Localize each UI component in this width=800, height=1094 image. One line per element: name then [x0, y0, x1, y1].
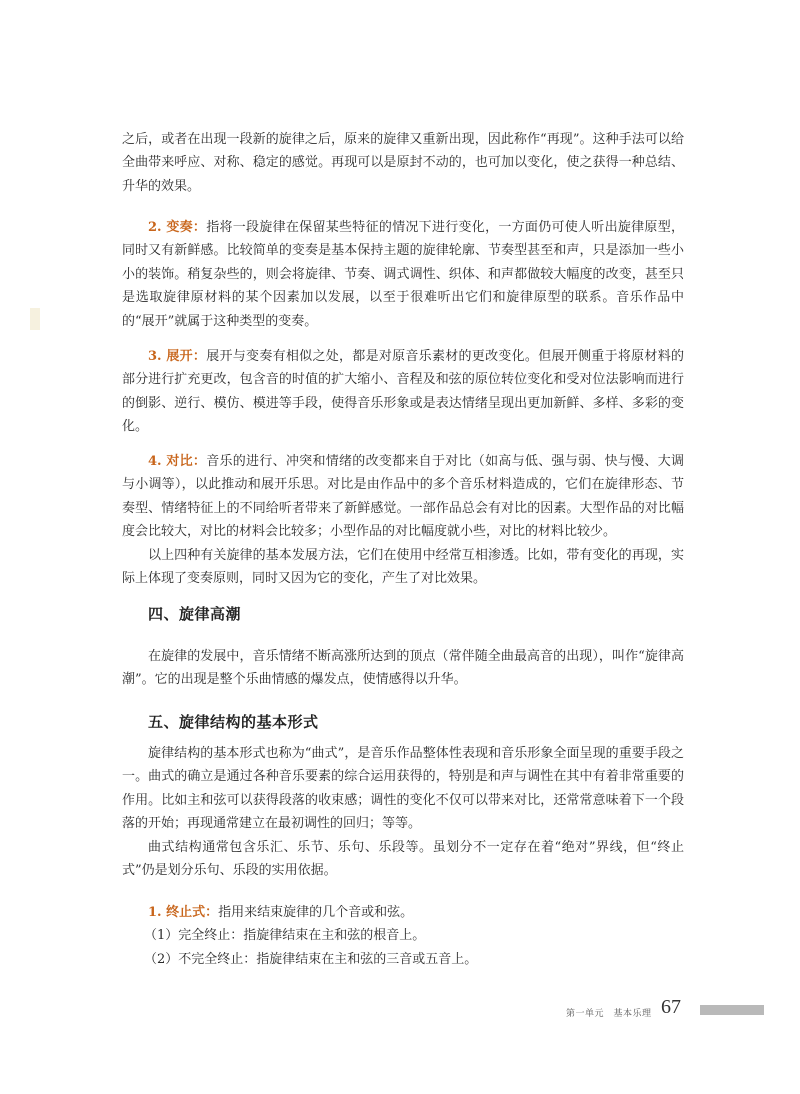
- climax-paragraph: 在旋律的发展中，音乐情绪不断高涨所达到的顶点（常伴随全曲最高音的出现），叫作“旋律高潮”。它的出现是整个乐曲情感的爆发点，使情感得以升华。: [122, 649, 684, 688]
- cadence-block: [122, 901, 684, 971]
- variation-paragraph: [122, 216, 684, 333]
- contrast-text: 音乐的进行、冲突和情绪的改变都来自于对比（如高与低、强与弱、快与慢、大调与小调等），以此推动和展开乐思。对比是由作品中的多个音乐材料造成的，它们在旋律形态、节奏型、情绪特征上的不同给听者带来了新鲜感觉。一部作品总会有对比的因素。大型作品的对比幅度会比较大，对比的材料会比较多；小型作品的对比幅度就小些，对比的材料比较少。: [122, 454, 684, 540]
- development-paragraph-block: [122, 345, 684, 439]
- combined-methods-paragraph: 以上四种有关旋律的基本发展方法，它们在使用中经常互相渗透。比如，带有变化的再现，实际上体现了变奏原则，同时又因为它的变化，产生了对比效果。: [122, 547, 684, 587]
- form-paragraph-block: [122, 742, 684, 882]
- variation-paragraph-block: [122, 216, 684, 333]
- variation-term: 2. 变奏：: [148, 220, 207, 235]
- reprise-paragraph: 之后，或者在出现一段新的旋律之后，原来的旋律又重新出现，因此称作“再现”。这种手法可以给全曲带来呼应、对称、稳定的感觉。再现可以是原封不动的，也可加以变化，使之获得一种总结、升华的效果。: [122, 132, 684, 194]
- development-term: 3. 展开：: [148, 349, 207, 364]
- page-number: 67: [661, 996, 681, 1018]
- contrast-paragraph: [122, 450, 684, 544]
- development-paragraph: [122, 345, 684, 439]
- cadence-definition: [122, 901, 684, 924]
- footer-bar: [700, 1005, 764, 1015]
- margin-marker: [30, 308, 40, 330]
- cadence-text: 指用来结束旋律的几个音或和弦。: [218, 905, 414, 920]
- development-text: 展开与变奏有相似之处，都是对原音乐素材的更改变化。但展开侧重于将原材料的部分进行扩充更改，包含音的时值的扩大缩小、音程及和弦的原位转位变化和受对位法影响而进行的倒影、逆行、模仿、模进等手段，使得音乐形象或是表达情绪呈现出更加新鲜、多样、多彩的变化。: [122, 349, 684, 435]
- cadence-term: 1. 终止式：: [148, 905, 219, 920]
- contrast-paragraph-block: [122, 450, 684, 590]
- cadence-item-perfect: （1）完全终止：指旋律结束在主和弦的根音上。: [144, 928, 426, 944]
- reprise-paragraph-block: [122, 128, 684, 198]
- form-heading: 五、旋律结构的基本形式: [148, 713, 319, 731]
- climax-paragraph-block: [122, 645, 684, 692]
- contrast-term: 4. 对比：: [148, 454, 207, 469]
- variation-text: 指将一段旋律在保留某些特征的情况下进行变化，一方面仍可使人听出旋律原型，同时又有新鲜感。比较简单的变奏是基本保持主题的旋律轮廓、节奏型甚至和声，只是添加一些小小的装饰。稍复杂些的，则会将旋律、节奏、调式调性、织体、和声都做较大幅度的改变，甚至只是选取旋律原材料的某个因素加以发展，以至于很难听出它们和旋律原型的联系。音乐作品中的“展开”就属于这种类型的变奏。: [122, 220, 684, 329]
- form-paragraph-1: 旋律结构的基本形式也称为“曲式”，是音乐作品整体性表现和音乐形象全面呈现的重要手段之一。曲式的确立是通过各种音乐要素的综合运用获得的，特别是和声与调性在其中有着非常重要的作用。比如主和弦可以获得段落的收束感；调性的变化不仅可以带来对比，还常常意味着下一个段落的开始；再现通常建立在最初调性的回归；等等。: [122, 746, 684, 832]
- cadence-item-imperfect: （2）不完全终止：指旋律结束在主和弦的三音或五音上。: [144, 951, 478, 967]
- form-paragraph-2: 曲式结构通常包含乐汇、乐节、乐句、乐段等。虽划分不一定存在着“绝对”界线，但“终止式”仍是划分乐句、乐段的实用依据。: [122, 839, 684, 879]
- climax-heading: 四、旋律高潮: [148, 605, 242, 623]
- footer-unit-label: 第一单元 基本乐理: [566, 1009, 652, 1019]
